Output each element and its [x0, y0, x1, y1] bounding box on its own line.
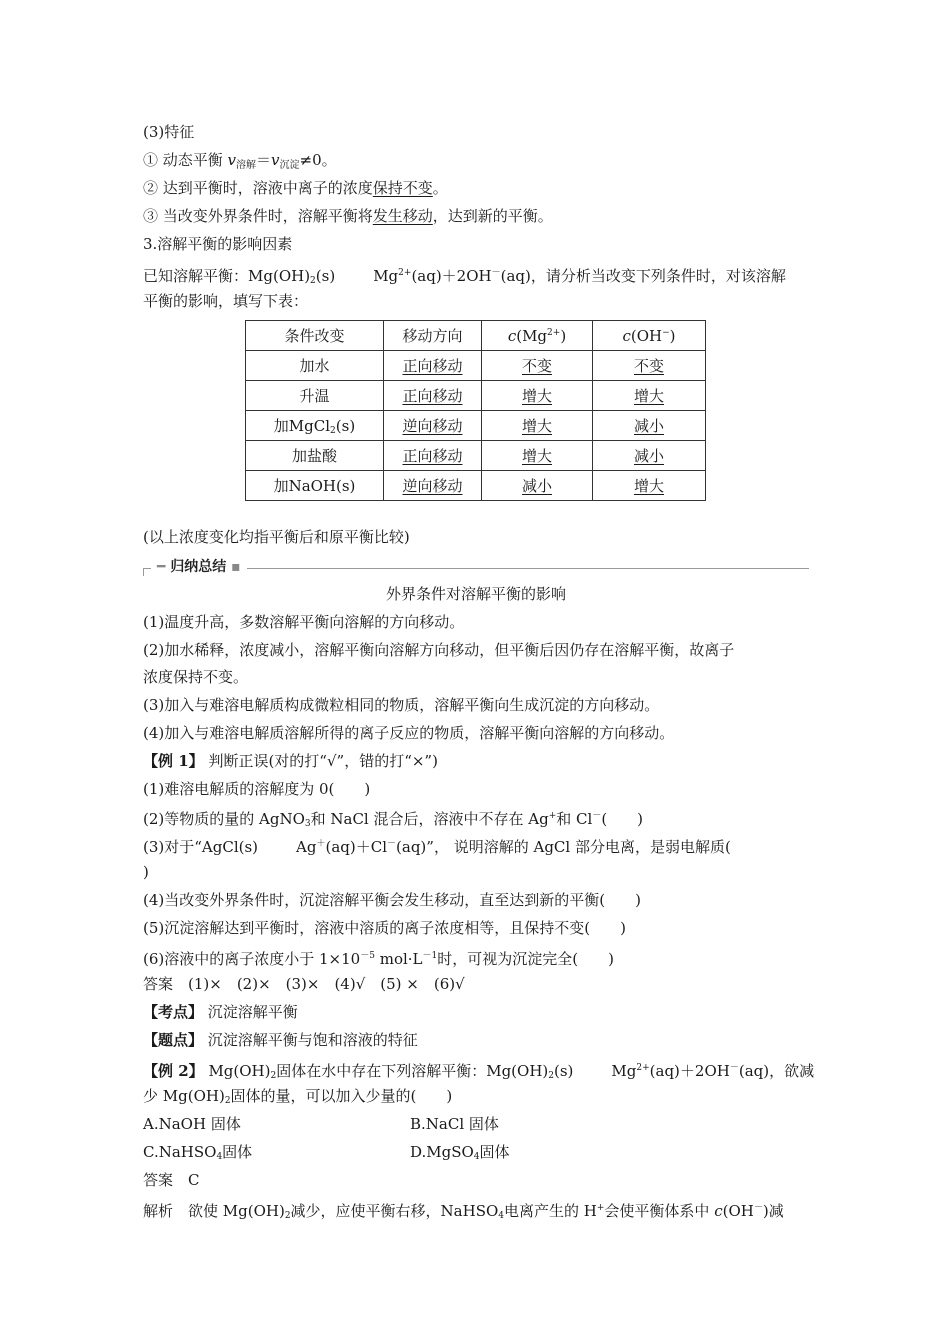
example-1-q4: (4)当改变外界条件时，沉淀溶解平衡会发生移动，直至达到新的平衡( ) [143, 891, 641, 909]
equilibrium-table [245, 320, 706, 501]
table-row [246, 441, 706, 471]
feature-line-1: ① 动态平衡 $v_{溶解}=v_{沉淀}\ne 0$。 [143, 151, 337, 171]
table-cell: 加NaOH(s) [246, 471, 384, 501]
example-1-q5: (5)沉淀溶解达到平衡时，溶液中溶质的离子浓度相等，且保持不变( ) [143, 919, 626, 937]
summary-p2: (2)加水稀释，浓度减小，溶解平衡向溶解方向移动，但平衡后因仍存在溶解平衡，故离子 [143, 641, 735, 659]
table-row [246, 411, 706, 441]
example-1-q1: (1)难溶电解质的溶解度为 0( ) [143, 780, 371, 798]
section-3-intro-line-2: 平衡的影响，填写下表： [143, 292, 309, 310]
summary-title: 外界条件对溶解平衡的影响 [385, 585, 566, 603]
table-cell: 升温 [246, 381, 384, 411]
summary-p4: (4)加入与难溶电解质溶解所得的离子反应的物质，溶解平衡向溶解的方向移动。 [143, 724, 675, 742]
section-3-intro: 已知溶解平衡：$Mg(OH)_2(s)$ $Mg^{2+}(aq)+2OH^-(aq)$，请分析当改变下列条件时，对该溶解 [143, 267, 786, 286]
option-c: C.NaHSO$_4$固体 [143, 1143, 253, 1162]
table-row [246, 351, 706, 381]
table-cell: 逆向移动 [384, 411, 482, 441]
table-header-cell: 条件改变 [246, 321, 384, 351]
option-d: D.MgSO$_4$固体 [410, 1143, 510, 1162]
section-3-heading: 3.溶解平衡的影响因素 [143, 235, 293, 253]
example-1-tidian: 【题点】 沉淀溶解平衡与饱和溶液的特征 [143, 1031, 418, 1049]
option-a: A.NaOH 固体 [143, 1115, 241, 1133]
table-cell: 减小 [482, 471, 593, 501]
table-row [246, 471, 706, 501]
summary-p2-cont: 浓度保持不变。 [143, 668, 249, 686]
feature-heading: (3)特征 [143, 123, 195, 141]
table-header-cell: c(OH−) [593, 321, 706, 351]
table-header-cell: $c(Mg^{2+})$ [482, 321, 593, 351]
example-2-analysis: 解析 欲使 $Mg(OH)_2$减少，应使平衡右移，NaHSO$_4$电离产生的 H+会使平衡体系中 c(OH－)减 [143, 1202, 784, 1221]
example-1-q2: (2)等物质的量的 AgNO$_3$和 NaCl 混合后，溶液中不存在 Ag+和 Cl－( ) [143, 810, 644, 829]
feature-line-2: ② 达到平衡时，溶液中离子的浓度保持不变。 [143, 179, 448, 197]
table-header-cell: 移动方向 [384, 321, 482, 351]
example-1-q6: (6)溶液中的离子浓度小于 $1\times 10^{-5}$ $mol\cdot L^{-1}$时，可视为沉淀完全( ) [143, 950, 614, 968]
example-2-stem: 【例 2】 $Mg(OH)_2$固体在水中存在下列溶解平衡：$Mg(OH)_2(s)$ $Mg^{2+}(aq)+2OH^-(aq)$，欲减 [143, 1062, 815, 1081]
table-header-row [246, 321, 706, 351]
example-1-q3-cont: ) [143, 863, 149, 881]
table-cell: 加水 [246, 351, 384, 381]
dash-icon: ━ [157, 559, 171, 575]
option-b: B.NaCl 固体 [410, 1115, 499, 1133]
table-cell: 不变 [482, 351, 593, 381]
feature-line-3: ③ 当改变外界条件时，溶解平衡将发生移动，达到新的平衡。 [143, 207, 553, 225]
example-1-kaodian: 【考点】 沉淀溶解平衡 [143, 1003, 298, 1021]
table-cell: 逆向移动 [384, 471, 482, 501]
example-2-stem-cont: 少 $Mg(OH)_2$固体的量，可以加入少量的( ) [143, 1087, 453, 1106]
table-cell: 增大 [593, 381, 706, 411]
table-cell: 减小 [593, 441, 706, 471]
summary-label: ━ 归纳总结 ▪ [151, 556, 247, 576]
table-cell: 不变 [593, 351, 706, 381]
summary-p1: (1)温度升高，多数溶解平衡向溶解的方向移动。 [143, 613, 465, 631]
table-cell: 正向移动 [384, 441, 482, 471]
example-1-stem: 【例 1】 判断正误(对的打“√”，错的打“×”) [143, 752, 438, 770]
table-cell: 正向移动 [384, 351, 482, 381]
table-cell: 增大 [593, 471, 706, 501]
summary-p3: (3)加入与难溶电解质构成微粒相同的物质，溶解平衡向生成沉淀的方向移动。 [143, 696, 660, 714]
table-cell: 正向移动 [384, 381, 482, 411]
example-2-answer: 答案 C [143, 1171, 200, 1189]
square-icon: ▪ [226, 559, 241, 575]
table-cell: 加MgCl$_2$(s) [246, 411, 384, 441]
table-cell: 增大 [482, 381, 593, 411]
summary-header-bar [143, 556, 809, 578]
table-row [246, 381, 706, 411]
table-cell: 减小 [593, 411, 706, 441]
table-cell: 加盐酸 [246, 441, 384, 471]
table-note: (以上浓度变化均指平衡后和原平衡比较) [143, 528, 410, 546]
table-cell: 增大 [482, 441, 593, 471]
example-1-answer: 答案 (1)× (2)× (3)× (4)√ (5) × (6)√ [143, 975, 465, 993]
example-1-q3: (3)对于“AgCl(s) Ag＋(aq)＋Cl－(aq)”， 说明溶解的 AgCl 部分电离，是弱电解质( [143, 838, 731, 856]
table-cell: 增大 [482, 411, 593, 441]
